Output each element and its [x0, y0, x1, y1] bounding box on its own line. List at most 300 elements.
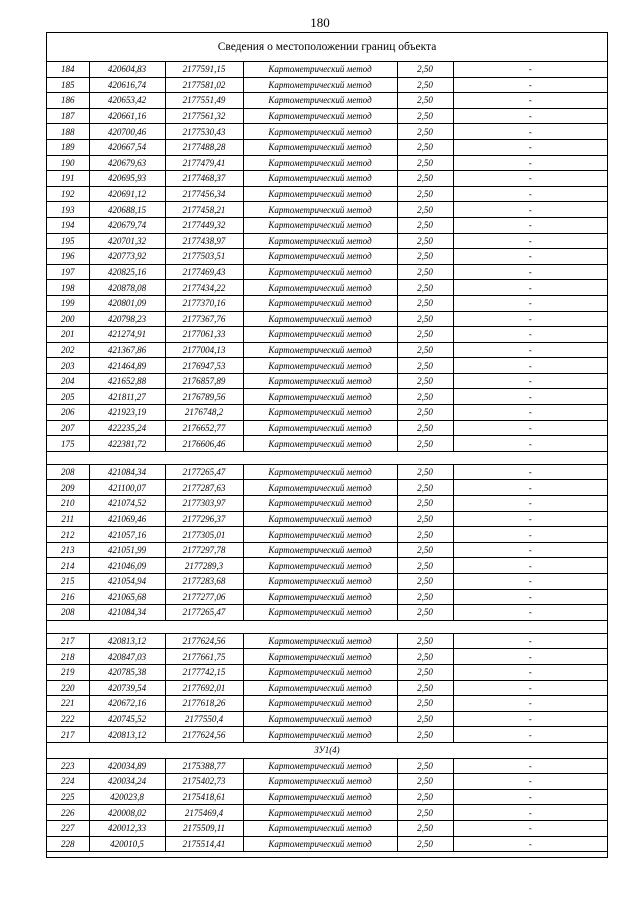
point-number-cell: 209 — [47, 480, 89, 496]
description-cell: - — [453, 389, 607, 405]
accuracy-cell: 2,50 — [397, 496, 453, 512]
table-row — [47, 295, 607, 311]
method-cell: Картометрический метод — [243, 727, 397, 743]
table-row — [47, 820, 607, 836]
y-coordinate-cell: 2177458,21 — [165, 202, 243, 218]
description-cell: - — [453, 202, 607, 218]
description-cell: - — [453, 527, 607, 543]
x-coordinate-cell: 420653,42 — [89, 93, 165, 109]
description-cell: - — [453, 836, 607, 852]
y-coordinate-cell: 2177624,56 — [165, 633, 243, 649]
accuracy-cell: 2,50 — [397, 373, 453, 389]
separator-cell — [47, 620, 607, 633]
y-coordinate-cell: 2177305,01 — [165, 527, 243, 543]
description-cell: - — [453, 342, 607, 358]
accuracy-cell: 2,50 — [397, 758, 453, 774]
description-cell: - — [453, 649, 607, 665]
method-cell: Картометрический метод — [243, 373, 397, 389]
x-coordinate-cell: 421923,19 — [89, 405, 165, 421]
description-cell: - — [453, 420, 607, 436]
table-row — [47, 108, 607, 124]
boundary-table-frame — [46, 32, 608, 858]
y-coordinate-cell: 2176789,56 — [165, 389, 243, 405]
table-row — [47, 805, 607, 821]
table-row — [47, 93, 607, 109]
point-number-cell: 186 — [47, 93, 89, 109]
table-row — [47, 711, 607, 727]
x-coordinate-cell: 420695,93 — [89, 171, 165, 187]
point-number-cell: 199 — [47, 295, 89, 311]
method-cell: Картометрический метод — [243, 108, 397, 124]
x-coordinate-cell: 420745,52 — [89, 711, 165, 727]
y-coordinate-cell: 2177277,06 — [165, 589, 243, 605]
y-coordinate-cell: 2177438,97 — [165, 233, 243, 249]
table-row — [47, 62, 607, 77]
x-coordinate-cell: 420679,74 — [89, 217, 165, 233]
description-cell: - — [453, 789, 607, 805]
point-number-cell: 194 — [47, 217, 89, 233]
y-coordinate-cell: 2177479,41 — [165, 155, 243, 171]
y-coordinate-cell: 2177456,34 — [165, 186, 243, 202]
method-cell: Картометрический метод — [243, 758, 397, 774]
table-row — [47, 464, 607, 480]
x-coordinate-cell: 421811,27 — [89, 389, 165, 405]
method-cell: Картометрический метод — [243, 342, 397, 358]
y-coordinate-cell: 2177591,15 — [165, 62, 243, 77]
point-number-cell: 187 — [47, 108, 89, 124]
x-coordinate-cell: 420801,09 — [89, 295, 165, 311]
table-row — [47, 727, 607, 743]
table-row — [47, 680, 607, 696]
description-cell: - — [453, 542, 607, 558]
point-number-cell: 221 — [47, 696, 89, 712]
separator-row — [47, 451, 607, 464]
point-number-cell: 222 — [47, 711, 89, 727]
description-cell: - — [453, 77, 607, 93]
table-row — [47, 480, 607, 496]
y-coordinate-cell: 2177287,63 — [165, 480, 243, 496]
method-cell: Картометрический метод — [243, 405, 397, 421]
point-number-cell: 188 — [47, 124, 89, 140]
y-coordinate-cell: 2177283,68 — [165, 574, 243, 590]
point-number-cell: 201 — [47, 327, 89, 343]
table-row — [47, 327, 607, 343]
point-number-cell: 175 — [47, 436, 89, 452]
accuracy-cell: 2,50 — [397, 171, 453, 187]
description-cell: - — [453, 249, 607, 265]
y-coordinate-cell: 2177624,56 — [165, 727, 243, 743]
section-label: ЗУ1(4) — [47, 742, 607, 758]
point-number-cell: 189 — [47, 139, 89, 155]
table-row — [47, 124, 607, 140]
y-coordinate-cell: 2177296,37 — [165, 511, 243, 527]
point-number-cell: 225 — [47, 789, 89, 805]
point-number-cell: 193 — [47, 202, 89, 218]
table-row — [47, 202, 607, 218]
table-row — [47, 664, 607, 680]
x-coordinate-cell: 420604,83 — [89, 62, 165, 77]
description-cell: - — [453, 217, 607, 233]
point-number-cell: 185 — [47, 77, 89, 93]
method-cell: Картометрический метод — [243, 124, 397, 140]
y-coordinate-cell: 2177265,47 — [165, 605, 243, 621]
method-cell: Картометрический метод — [243, 680, 397, 696]
point-number-cell: 223 — [47, 758, 89, 774]
method-cell: Картометрический метод — [243, 836, 397, 852]
x-coordinate-cell: 420813,12 — [89, 727, 165, 743]
description-cell: - — [453, 62, 607, 77]
accuracy-cell: 2,50 — [397, 664, 453, 680]
y-coordinate-cell: 2176606,46 — [165, 436, 243, 452]
method-cell: Картометрический метод — [243, 62, 397, 77]
table-row — [47, 311, 607, 327]
description-cell: - — [453, 589, 607, 605]
x-coordinate-cell: 422235,24 — [89, 420, 165, 436]
method-cell: Картометрический метод — [243, 420, 397, 436]
description-cell: - — [453, 696, 607, 712]
method-cell: Картометрический метод — [243, 93, 397, 109]
table-row — [47, 774, 607, 790]
point-number-cell: 200 — [47, 311, 89, 327]
point-number-cell: 206 — [47, 405, 89, 421]
y-coordinate-cell: 2177530,43 — [165, 124, 243, 140]
x-coordinate-cell: 421367,86 — [89, 342, 165, 358]
accuracy-cell: 2,50 — [397, 389, 453, 405]
accuracy-cell: 2,50 — [397, 649, 453, 665]
y-coordinate-cell: 2176652,77 — [165, 420, 243, 436]
accuracy-cell: 2,50 — [397, 217, 453, 233]
point-number-cell: 204 — [47, 373, 89, 389]
y-coordinate-cell: 2177550,4 — [165, 711, 243, 727]
accuracy-cell: 2,50 — [397, 558, 453, 574]
description-cell: - — [453, 464, 607, 480]
x-coordinate-cell: 421051,99 — [89, 542, 165, 558]
accuracy-cell: 2,50 — [397, 295, 453, 311]
method-cell: Картометрический метод — [243, 649, 397, 665]
method-cell: Картометрический метод — [243, 327, 397, 343]
method-cell: Картометрический метод — [243, 633, 397, 649]
x-coordinate-cell: 421464,89 — [89, 358, 165, 374]
accuracy-cell: 2,50 — [397, 633, 453, 649]
y-coordinate-cell: 2177503,51 — [165, 249, 243, 265]
table-row — [47, 574, 607, 590]
y-coordinate-cell: 2175388,77 — [165, 758, 243, 774]
method-cell: Картометрический метод — [243, 249, 397, 265]
y-coordinate-cell: 2177561,32 — [165, 108, 243, 124]
description-cell: - — [453, 295, 607, 311]
y-coordinate-cell: 2177692,01 — [165, 680, 243, 696]
x-coordinate-cell: 420667,54 — [89, 139, 165, 155]
description-cell: - — [453, 664, 607, 680]
accuracy-cell: 2,50 — [397, 405, 453, 421]
accuracy-cell: 2,50 — [397, 727, 453, 743]
x-coordinate-cell: 420688,15 — [89, 202, 165, 218]
point-number-cell: 219 — [47, 664, 89, 680]
y-coordinate-cell: 2177551,49 — [165, 93, 243, 109]
y-coordinate-cell: 2177581,02 — [165, 77, 243, 93]
x-coordinate-cell: 420798,23 — [89, 311, 165, 327]
method-cell: Картометрический метод — [243, 464, 397, 480]
accuracy-cell: 2,50 — [397, 589, 453, 605]
accuracy-cell: 2,50 — [397, 420, 453, 436]
method-cell: Картометрический метод — [243, 139, 397, 155]
description-cell: - — [453, 511, 607, 527]
point-number-cell: 190 — [47, 155, 89, 171]
accuracy-cell: 2,50 — [397, 696, 453, 712]
method-cell: Картометрический метод — [243, 805, 397, 821]
x-coordinate-cell: 420813,12 — [89, 633, 165, 649]
description-cell: - — [453, 108, 607, 124]
description-cell: - — [453, 233, 607, 249]
x-coordinate-cell: 420691,12 — [89, 186, 165, 202]
separator-cell — [47, 451, 607, 464]
separator-row — [47, 620, 607, 633]
table-row — [47, 77, 607, 93]
description-cell: - — [453, 558, 607, 574]
x-coordinate-cell: 420679,63 — [89, 155, 165, 171]
y-coordinate-cell: 2177742,15 — [165, 664, 243, 680]
method-cell: Картометрический метод — [243, 217, 397, 233]
section-label-row — [47, 742, 607, 758]
accuracy-cell: 2,50 — [397, 789, 453, 805]
accuracy-cell: 2,50 — [397, 280, 453, 296]
x-coordinate-cell: 420616,74 — [89, 77, 165, 93]
table-row — [47, 342, 607, 358]
accuracy-cell: 2,50 — [397, 249, 453, 265]
table-row — [47, 389, 607, 405]
accuracy-cell: 2,50 — [397, 186, 453, 202]
table-row — [47, 217, 607, 233]
table-row — [47, 558, 607, 574]
point-number-cell: 212 — [47, 527, 89, 543]
description-cell: - — [453, 93, 607, 109]
point-number-cell: 195 — [47, 233, 89, 249]
table-row — [47, 836, 607, 852]
point-number-cell: 208 — [47, 605, 89, 621]
accuracy-cell: 2,50 — [397, 480, 453, 496]
y-coordinate-cell: 2175418,61 — [165, 789, 243, 805]
description-cell: - — [453, 711, 607, 727]
table-row — [47, 264, 607, 280]
accuracy-cell: 2,50 — [397, 311, 453, 327]
method-cell: Картометрический метод — [243, 295, 397, 311]
x-coordinate-cell: 420878,08 — [89, 280, 165, 296]
table-row — [47, 696, 607, 712]
table-row — [47, 436, 607, 452]
table-row — [47, 233, 607, 249]
method-cell: Картометрический метод — [243, 389, 397, 405]
point-number-cell: 217 — [47, 727, 89, 743]
page-number: 180 — [310, 15, 330, 30]
point-number-cell: 198 — [47, 280, 89, 296]
x-coordinate-cell: 421100,07 — [89, 480, 165, 496]
y-coordinate-cell: 2176857,89 — [165, 373, 243, 389]
point-number-cell: 196 — [47, 249, 89, 265]
method-cell: Картометрический метод — [243, 789, 397, 805]
accuracy-cell: 2,50 — [397, 77, 453, 93]
method-cell: Картометрический метод — [243, 480, 397, 496]
method-cell: Картометрический метод — [243, 696, 397, 712]
accuracy-cell: 2,50 — [397, 836, 453, 852]
point-number-cell: 203 — [47, 358, 89, 374]
method-cell: Картометрический метод — [243, 155, 397, 171]
y-coordinate-cell: 2177297,78 — [165, 542, 243, 558]
y-coordinate-cell: 2177367,76 — [165, 311, 243, 327]
table-row — [47, 249, 607, 265]
x-coordinate-cell: 421084,34 — [89, 605, 165, 621]
description-cell: - — [453, 373, 607, 389]
accuracy-cell: 2,50 — [397, 774, 453, 790]
y-coordinate-cell: 2177370,16 — [165, 295, 243, 311]
x-coordinate-cell: 422381,72 — [89, 436, 165, 452]
method-cell: Картометрический метод — [243, 233, 397, 249]
y-coordinate-cell: 2175514,41 — [165, 836, 243, 852]
x-coordinate-cell: 420825,16 — [89, 264, 165, 280]
method-cell: Картометрический метод — [243, 664, 397, 680]
x-coordinate-cell: 420010,5 — [89, 836, 165, 852]
accuracy-cell: 2,50 — [397, 155, 453, 171]
point-number-cell: 208 — [47, 464, 89, 480]
description-cell: - — [453, 280, 607, 296]
accuracy-cell: 2,50 — [397, 805, 453, 821]
x-coordinate-cell: 421652,88 — [89, 373, 165, 389]
boundary-points-table — [47, 62, 607, 852]
point-number-cell: 224 — [47, 774, 89, 790]
method-cell: Картометрический метод — [243, 527, 397, 543]
table-row — [47, 511, 607, 527]
x-coordinate-cell: 421074,52 — [89, 496, 165, 512]
accuracy-cell: 2,50 — [397, 62, 453, 77]
description-cell: - — [453, 327, 607, 343]
x-coordinate-cell: 420773,92 — [89, 249, 165, 265]
description-cell: - — [453, 805, 607, 821]
table-row — [47, 373, 607, 389]
point-number-cell: 226 — [47, 805, 89, 821]
table-row — [47, 649, 607, 665]
table-caption: Сведения о местоположении границ объекта — [47, 33, 607, 62]
y-coordinate-cell: 2175509,11 — [165, 820, 243, 836]
table-row — [47, 139, 607, 155]
point-number-cell: 205 — [47, 389, 89, 405]
description-cell: - — [453, 436, 607, 452]
method-cell: Картометрический метод — [243, 774, 397, 790]
description-cell: - — [453, 820, 607, 836]
y-coordinate-cell: 2177488,28 — [165, 139, 243, 155]
description-cell: - — [453, 358, 607, 374]
x-coordinate-cell: 420661,16 — [89, 108, 165, 124]
accuracy-cell: 2,50 — [397, 264, 453, 280]
point-number-cell: 215 — [47, 574, 89, 590]
y-coordinate-cell: 2177449,32 — [165, 217, 243, 233]
point-number-cell: 218 — [47, 649, 89, 665]
point-number-cell: 197 — [47, 264, 89, 280]
accuracy-cell: 2,50 — [397, 711, 453, 727]
point-number-cell: 202 — [47, 342, 89, 358]
table-row — [47, 155, 607, 171]
x-coordinate-cell: 420023,8 — [89, 789, 165, 805]
x-coordinate-cell: 420034,89 — [89, 758, 165, 774]
accuracy-cell: 2,50 — [397, 327, 453, 343]
method-cell: Картометрический метод — [243, 558, 397, 574]
point-number-cell: 213 — [47, 542, 89, 558]
y-coordinate-cell: 2177061,33 — [165, 327, 243, 343]
description-cell: - — [453, 264, 607, 280]
table-row — [47, 789, 607, 805]
description-cell: - — [453, 139, 607, 155]
description-cell: - — [453, 680, 607, 696]
method-cell: Картометрический метод — [243, 311, 397, 327]
x-coordinate-cell: 421057,16 — [89, 527, 165, 543]
table-row — [47, 542, 607, 558]
description-cell: - — [453, 496, 607, 512]
method-cell: Картометрический метод — [243, 186, 397, 202]
method-cell: Картометрический метод — [243, 711, 397, 727]
table-row — [47, 358, 607, 374]
x-coordinate-cell: 420701,32 — [89, 233, 165, 249]
y-coordinate-cell: 2175402,73 — [165, 774, 243, 790]
y-coordinate-cell: 2176748,2 — [165, 405, 243, 421]
x-coordinate-cell: 420672,16 — [89, 696, 165, 712]
accuracy-cell: 2,50 — [397, 605, 453, 621]
accuracy-cell: 2,50 — [397, 542, 453, 558]
description-cell: - — [453, 727, 607, 743]
table-row — [47, 496, 607, 512]
table-row — [47, 420, 607, 436]
x-coordinate-cell: 420008,02 — [89, 805, 165, 821]
method-cell: Картометрический метод — [243, 280, 397, 296]
table-row — [47, 527, 607, 543]
point-number-cell: 227 — [47, 820, 89, 836]
y-coordinate-cell: 2177434,22 — [165, 280, 243, 296]
accuracy-cell: 2,50 — [397, 527, 453, 543]
accuracy-cell: 2,50 — [397, 139, 453, 155]
x-coordinate-cell: 420034,24 — [89, 774, 165, 790]
x-coordinate-cell: 421046,09 — [89, 558, 165, 574]
table-row — [47, 405, 607, 421]
point-number-cell: 207 — [47, 420, 89, 436]
description-cell: - — [453, 405, 607, 421]
description-cell: - — [453, 480, 607, 496]
y-coordinate-cell: 2177289,3 — [165, 558, 243, 574]
y-coordinate-cell: 2177661,75 — [165, 649, 243, 665]
method-cell: Картометрический метод — [243, 171, 397, 187]
accuracy-cell: 2,50 — [397, 358, 453, 374]
x-coordinate-cell: 420847,03 — [89, 649, 165, 665]
method-cell: Картометрический метод — [243, 358, 397, 374]
method-cell: Картометрический метод — [243, 820, 397, 836]
method-cell: Картометрический метод — [243, 436, 397, 452]
accuracy-cell: 2,50 — [397, 436, 453, 452]
method-cell: Картометрический метод — [243, 77, 397, 93]
method-cell: Картометрический метод — [243, 496, 397, 512]
accuracy-cell: 2,50 — [397, 511, 453, 527]
method-cell: Картометрический метод — [243, 511, 397, 527]
x-coordinate-cell: 421054,94 — [89, 574, 165, 590]
point-number-cell: 228 — [47, 836, 89, 852]
accuracy-cell: 2,50 — [397, 124, 453, 140]
y-coordinate-cell: 2177618,26 — [165, 696, 243, 712]
accuracy-cell: 2,50 — [397, 108, 453, 124]
point-number-cell: 214 — [47, 558, 89, 574]
table-row — [47, 186, 607, 202]
description-cell: - — [453, 155, 607, 171]
description-cell: - — [453, 605, 607, 621]
description-cell: - — [453, 171, 607, 187]
description-cell: - — [453, 774, 607, 790]
table-row — [47, 171, 607, 187]
point-number-cell: 220 — [47, 680, 89, 696]
method-cell: Картометрический метод — [243, 202, 397, 218]
